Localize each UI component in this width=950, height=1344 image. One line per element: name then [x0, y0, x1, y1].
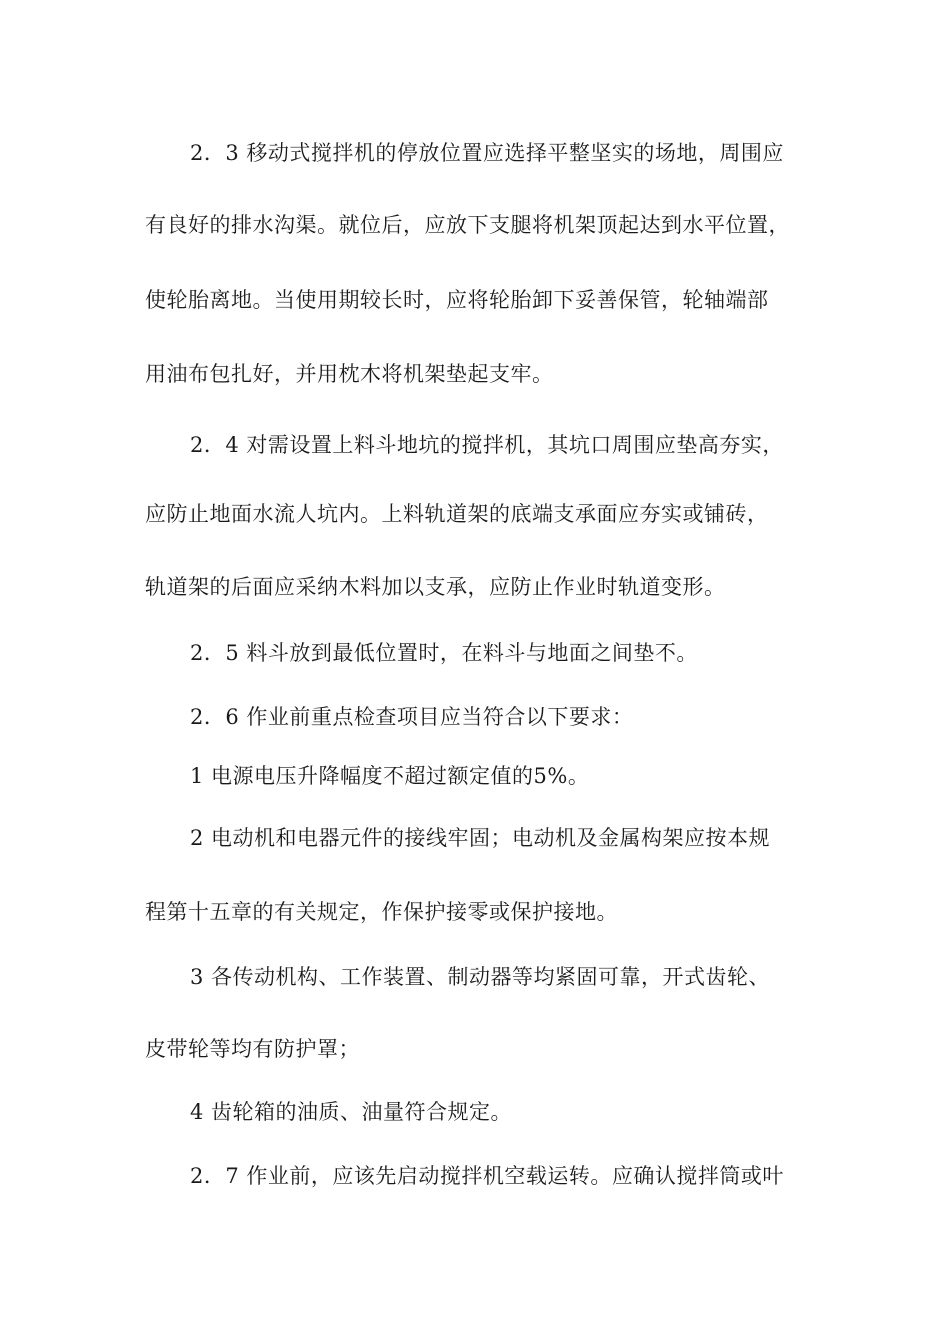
paragraph-2-3-line-4: 用油布包扎好，并用枕木将机架垫起支牢。 — [145, 362, 554, 386]
list-item-4: 4 齿轮箱的油质、油量符合规定。 — [190, 1100, 513, 1124]
paragraph-2-4-line-2: 应防止地面水流人坑内。上料轨道架的底端支承面应夯实或铺砖， — [145, 502, 769, 526]
paragraph-2-7-line-1: 2．7 作业前，应该先启动搅拌机空载运转。应确认搅拌筒或叶 — [190, 1164, 784, 1188]
list-item-3-line-1: 3 各传动机构、工作装置、制动器等均紧固可靠，开式齿轮、 — [190, 965, 771, 989]
list-item-2-line-2: 程第十五章的有关规定，作保护接零或保护接地。 — [145, 900, 618, 924]
paragraph-2-4-line-3: 轨道架的后面应采纳木料加以支承，应防止作业时轨道变形。 — [145, 575, 726, 599]
paragraph-2-3-line-1: 2．3 移动式搅拌机的停放位置应选择平整坚实的场地，周围应 — [190, 141, 784, 165]
paragraph-2-5: 2．5 料斗放到最低位置时，在料斗与地面之间垫不。 — [190, 641, 698, 665]
paragraph-2-4-line-1: 2．4 对需设置上料斗地坑的搅拌机，其坑口周围应垫高夯实， — [190, 433, 784, 457]
list-item-2-line-1: 2 电动机和电器元件的接线牢固；电动机及金属构架应按本规 — [190, 826, 771, 850]
list-item-1: 1 电源电压升降幅度不超过额定值的5%。 — [190, 764, 590, 788]
list-item-3-line-2: 皮带轮等均有防护罩； — [145, 1037, 360, 1061]
paragraph-2-3-line-2: 有良好的排水沟渠。就位后，应放下支腿将机架顶起达到水平位置， — [145, 213, 790, 237]
paragraph-2-6: 2．6 作业前重点检查项目应当符合以下要求： — [190, 705, 634, 729]
paragraph-2-3-line-3: 使轮胎离地。当使用期较长时，应将轮胎卸下妥善保管，轮轴端部 — [145, 288, 769, 312]
